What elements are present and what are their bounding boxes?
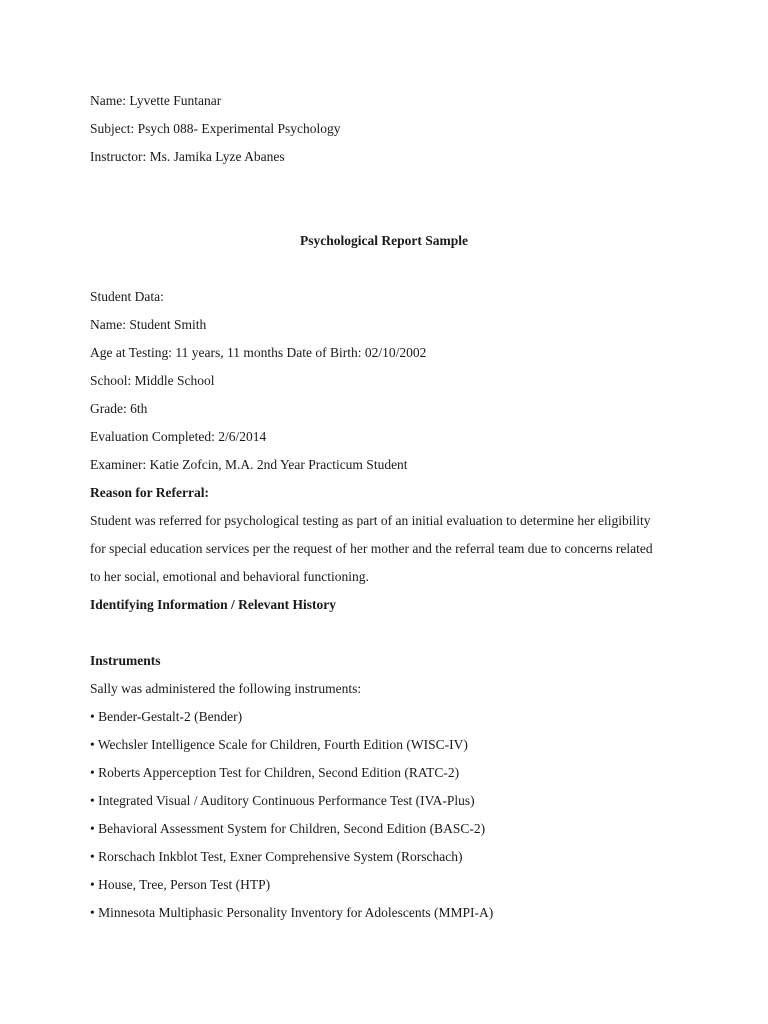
instruments-heading: Instruments [90, 653, 161, 668]
instrument-item: • Rorschach Inkblot Test, Exner Comprehensive System (Rorschach) [90, 849, 463, 864]
student-name: Name: Student Smith [90, 317, 207, 332]
header-subject: Subject: Psych 088- Experimental Psychology [90, 121, 341, 136]
instrument-item: • Bender-Gestalt-2 (Bender) [90, 709, 243, 724]
instrument-item: • Roberts Apperception Test for Children, Second Edition (RATC-2) [90, 765, 460, 780]
header-instructor: Instructor: Ms. Jamika Lyze Abanes [90, 149, 285, 164]
instruments-intro: Sally was administered the following instruments: [90, 681, 362, 696]
history-heading: Identifying Information / Relevant History [90, 597, 336, 612]
instrument-item: • Integrated Visual / Auditory Continuous Performance Test (IVA-Plus) [90, 793, 475, 808]
student-age: Age at Testing: 11 years, 11 months Date of Birth: 02/10/2002 [90, 345, 427, 360]
instrument-item: • Wechsler Intelligence Scale for Children, Fourth Edition (WISC-IV) [90, 737, 468, 752]
referral-line: Student was referred for psychological testing as part of an initial evaluation to determine her eligibility [90, 513, 651, 528]
header-name: Name: Lyvette Funtanar [90, 93, 222, 108]
evaluation-date: Evaluation Completed: 2/6/2014 [90, 429, 267, 444]
referral-heading: Reason for Referral: [90, 485, 209, 500]
report-title: Psychological Report Sample [300, 233, 468, 248]
instrument-item: • House, Tree, Person Test (HTP) [90, 877, 271, 892]
student-data-heading: Student Data: [90, 289, 164, 304]
referral-line: for special education services per the request of her mother and the referral team due to concerns related [90, 541, 653, 556]
examiner: Examiner: Katie Zofcin, M.A. 2nd Year Practicum Student [90, 457, 408, 472]
referral-line: to her social, emotional and behavioral functioning. [90, 569, 369, 584]
instrument-item: • Minnesota Multiphasic Personality Inventory for Adolescents (MMPI-A) [90, 905, 494, 920]
instrument-item: • Behavioral Assessment System for Children, Second Edition (BASC-2) [90, 821, 486, 836]
student-grade: Grade: 6th [90, 401, 148, 416]
student-school: School: Middle School [90, 373, 215, 388]
